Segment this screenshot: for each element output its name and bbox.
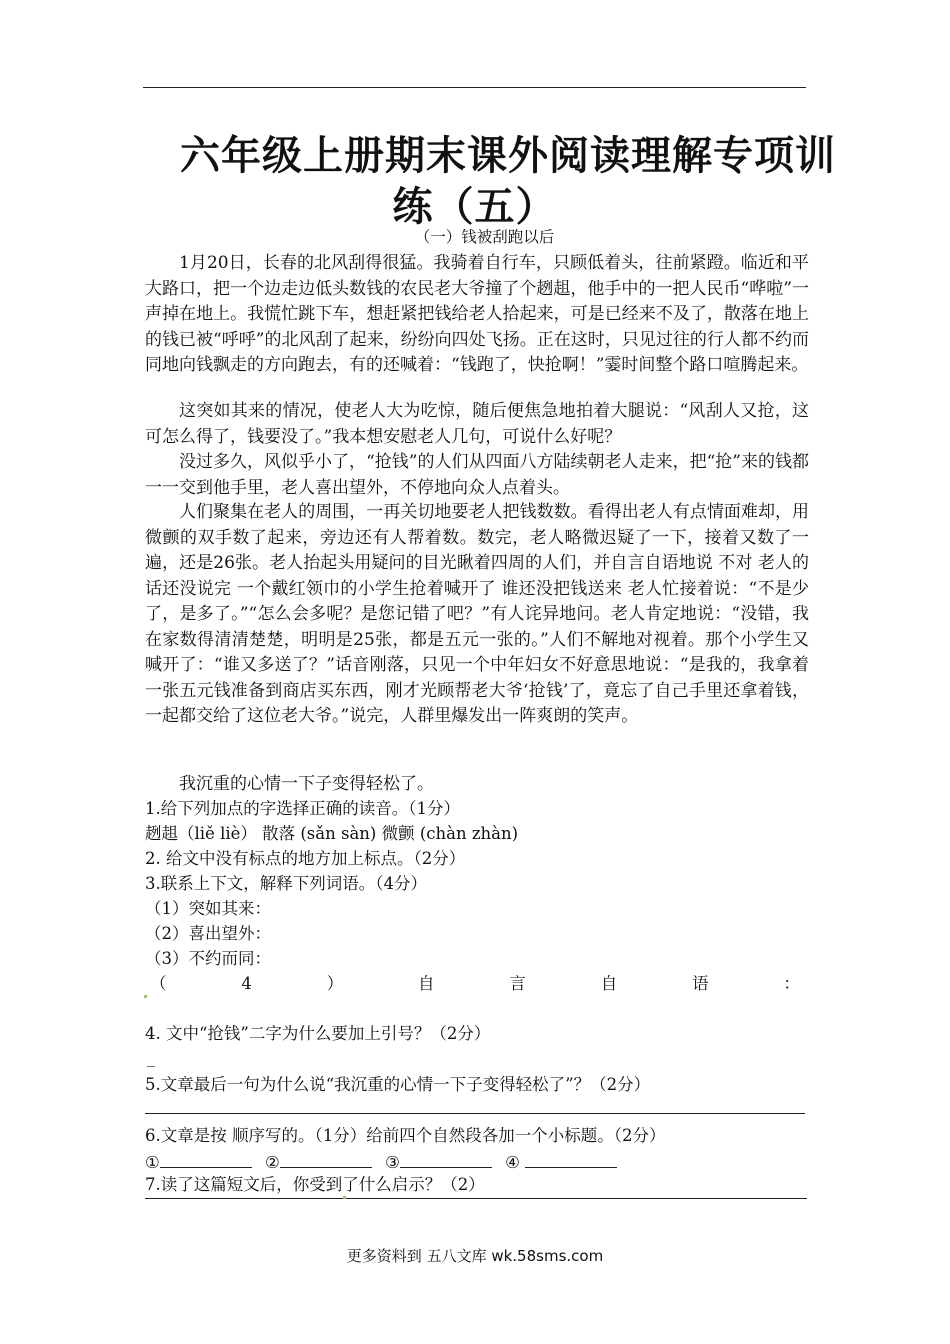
- green-mark: [144, 995, 147, 998]
- question-1: 1.给下列加点的字选择正确的读音。（1分）: [145, 799, 460, 818]
- question-3-item-2: （2）喜出望外：: [145, 924, 271, 943]
- answer-line-7: [145, 1198, 807, 1199]
- question-1-options: 趔趄（liě liè） 散落 (sǎn sàn) 微颤 (chàn zhàn): [145, 824, 519, 843]
- paragraph-5: 我沉重的心情一下子变得轻松了。: [179, 774, 434, 794]
- green-mark: [343, 1196, 346, 1199]
- q3-item4-part: ）: [326, 974, 344, 993]
- question-2: 2. 给文中没有标点的地方加上标点。（2分）: [145, 849, 466, 868]
- blank-marker-2: ②: [265, 1153, 280, 1172]
- q3-item4-part: 言: [509, 974, 526, 993]
- q3-item4-part: 语: [692, 974, 709, 993]
- question-3-item-4: [150, 972, 800, 996]
- paragraph-1: 1月20日，长春的北风刮得很猛。我骑着自行车，只顾低着头，往前紧蹬。临近和平大路口，把一个边走边低头数钱的农民老大爷撞了个趔趄，他手中的一把人民币“哗啦”一声掉在地上。我慌忙跳下车，想赶紧把钱给老人拾起来，可是已经来不及了，散落在地上的钱已被“呼呼”的北风刮了起来，纷纷向四处飞扬。正在这时，只见过往的行人都不约而同地向钱飘走的方向跑去，有的还喊着：“钱跑了，快抢啊！”霎时间整个路口喧腾起来。: [145, 253, 809, 375]
- blank-1[interactable]: [160, 1149, 252, 1168]
- blank-marker-1: ①: [145, 1153, 160, 1172]
- question-7: 7.读了这篇短文后，你受到了什么启示？（2）: [145, 1175, 485, 1194]
- question-3-item-1: （1）突如其来：: [145, 899, 271, 918]
- answer-dash: _: [147, 1048, 155, 1067]
- blank-marker-4: ④: [505, 1153, 520, 1172]
- q3-item4-part: 4: [241, 974, 252, 993]
- q3-item4-part: 自: [418, 974, 435, 993]
- answer-line-5: [145, 1113, 805, 1114]
- question-5: 5.文章最后一句为什么说“我沉重的心情一下子变得轻松了”？（2分）: [145, 1075, 651, 1094]
- header-rule: [143, 87, 806, 88]
- q3-item4-part: （: [150, 974, 167, 993]
- paragraph-2: 这突如其来的情况，使老人大为吃惊，随后便焦急地拍着大腿说：“风刮人又抢，这可怎么得了，钱要没了。”我本想安慰老人几句，可说什么好呢？: [145, 401, 809, 447]
- question-3-item-3: （3）不约而同：: [145, 949, 271, 968]
- blank-4[interactable]: [525, 1149, 617, 1168]
- title-line-1: 六年级上册期末课外阅读理解专项训: [180, 133, 836, 179]
- q3-item4-part: 自: [600, 974, 618, 993]
- paragraph-3: 没过多久，风似乎小了，“抢钱”的人们从四面八方陆续朝老人走来，把“抢”来的钱都一一交到他手里，老人喜出望外，不停地向众人点着头。: [145, 452, 809, 498]
- subtitle-blanks: [145, 1149, 625, 1175]
- q3-item4-part: ：: [783, 974, 800, 993]
- passage-subtitle: （一）钱被刮跑以后: [414, 228, 555, 246]
- blank-marker-3: ③: [385, 1153, 400, 1172]
- blank-3[interactable]: [400, 1149, 492, 1168]
- question-4: 4. 文中“抢钱”二字为什么要加上引号？（2分）: [145, 1024, 491, 1043]
- title-line-2: 练（五）: [392, 184, 557, 230]
- paragraph-4: 人们聚集在老人的周围，一再关切地要老人把钱数数。看得出老人有点情面难却，用微颤的双手数了起来，旁边还有人帮着数。数完，老人略微迟疑了一下，接着又数了一遍，还是26张。老人抬起头用疑问的目光瞅着四周的人们，并自言自语地说 不对 老人的话还没说完 一个戴红领巾的小学生抢着喊开了 谁还没把钱送来 老人忙接着说：“不是少了，是多了。”“怎么会多呢？是您记错了吧？”有人诧异地问。老人肯定地说：“没错，我在家数得清清楚楚，明明是25张，都是五元一张的。”人们不解地对视着。那个小学生又喊开了：“谁又多送了？”话音刚落，只见一个中年妇女不好意思地说：“是我的，我拿着一张五元钱准备到商店买东西，刚才光顾帮老大爷‘抢钱’了，竟忘了自己手里还拿着钱，一起都交给了这位老大爷。”说完，人群里爆发出一阵爽朗的笑声。: [145, 502, 809, 726]
- question-3: 3.联系上下文，解释下列词语。（4分）: [145, 874, 427, 893]
- footer-text: 更多资料到 五八文库 wk.58sms.com: [346, 1247, 604, 1265]
- blank-2[interactable]: [280, 1149, 372, 1168]
- question-6: 6.文章是按 顺序写的。（1分）给前四个自然段各加一个小标题。（2分）: [145, 1126, 666, 1145]
